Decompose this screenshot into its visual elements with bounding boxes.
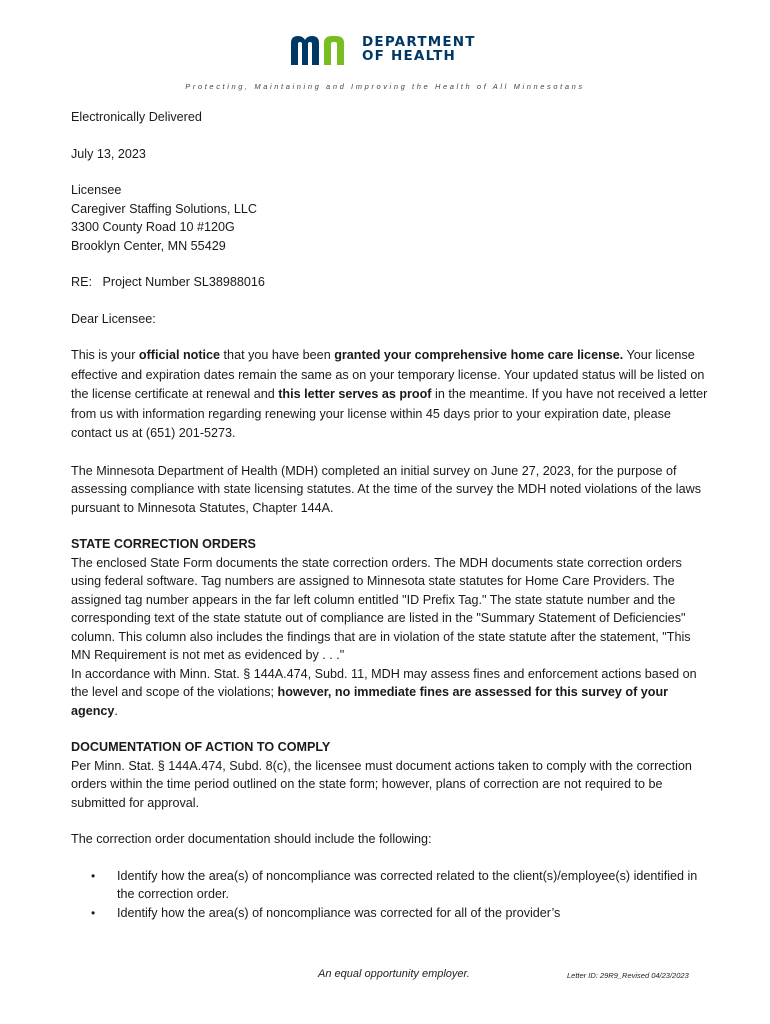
- list-item: [71, 867, 711, 904]
- footer-eoe: An equal opportunity employer.: [318, 968, 470, 980]
- section-body: The enclosed State Form documents the state correction orders. The MDH documents state correction orders using federal software. Tag numbers are assigned to Minnesota state statutes for Home Care Providers. The assigned tag number appears in the far left column entitled "ID Prefix Tag." The state statute number and the corresponding text of the state statute out of compliance are listed in the "Summary Statement of Deficiencies" column. This column also includes the findings that are in violation of the state statute after the statement, "This MN Requirement is not met as evidenced by . . .": [71, 555, 691, 663]
- department-line2: OF HEALTH: [362, 48, 457, 64]
- fines-paragraph: [71, 665, 711, 721]
- letter-date: July 13, 2023: [71, 146, 146, 161]
- recipient-address: [71, 181, 711, 255]
- section-heading: STATE CORRECTION ORDERS: [71, 537, 256, 552]
- state-correction-orders-section: [71, 535, 711, 720]
- para1-bold-1: official notice: [138, 348, 221, 362]
- survey-paragraph: The Minnesota Department of Health (MDH) completed an initial survey on June 27, 2023, for the purpose of assessing compliance with state licensing statutes. At the time of the survey the MDH noted violations of the laws pursuant to Minnesota Statutes, Chapter 144A.: [71, 463, 702, 515]
- re-line: RE: Project Number SL38988016: [71, 275, 265, 289]
- section-body: Per Minn. Stat. § 144A.474, Subd. 8(c), the licensee must document actions taken to comply with the correction orders within the time period outlined on the state form; however, plans of correction are not required to be submitted for approval.: [71, 758, 692, 810]
- para1-text-2: that you have been: [220, 348, 335, 362]
- para1-bold-2: granted your comprehensive home care license.: [334, 348, 624, 362]
- address-line3: 3300 County Road 10 #120G: [71, 220, 235, 234]
- list-item-text: Identify how the area(s) of noncompliance was corrected for all of the provider’s: [117, 905, 561, 920]
- department-name: [362, 35, 476, 63]
- para1-bold-3: this letter serves as proof: [278, 387, 432, 402]
- letter-body: [71, 108, 711, 922]
- list-item-text: Identify how the area(s) of noncompliance was corrected related to the client(s)/employee(s) identified in the correction order.: [117, 868, 698, 902]
- salutation: Dear Licensee:: [71, 311, 156, 326]
- bullet-icon: •: [91, 905, 96, 920]
- tagline: Protecting, Maintaining and Improving the Health of All Minnesotans: [185, 82, 585, 91]
- para1-text-1: This is your: [71, 348, 139, 362]
- para1-text-4: in the meantime. If you have not received a letter from us with information regarding renewing your license within 45 days prior to your expiration date, please contact us at (651) 201-5273.: [71, 387, 708, 441]
- bullet-icon: •: [91, 868, 96, 883]
- department-line1: DEPARTMENT: [362, 34, 476, 50]
- fines-text-1: In accordance with Minn. Stat. § 144A.474, Subd. 11, MDH may assess fines and enforcement actions based on the level and scope of the violations;: [71, 666, 697, 700]
- para1-text-3: Your license effective and expiration dates remain the same as on your temporary license. Your updated status will be listed on the license certificate at renewal and: [71, 348, 705, 402]
- fines-bold: however, no immediate fines are assessed for this survey of your agency: [71, 685, 669, 718]
- documentation-section: [71, 738, 711, 812]
- list-intro: The correction order documentation should include the following:: [71, 832, 432, 847]
- address-line4: Brooklyn Center, MN 55429: [71, 238, 226, 253]
- delivery-method: Electronically Delivered: [71, 110, 202, 124]
- address-line2: Caregiver Staffing Solutions, LLC: [71, 201, 257, 216]
- license-notice-paragraph: [71, 346, 711, 444]
- list-item: [71, 904, 711, 923]
- mn-logo-icon: [289, 34, 355, 66]
- address-line1: Licensee: [71, 183, 122, 197]
- letterhead: [0, 34, 770, 70]
- documentation-list: [71, 867, 711, 923]
- footer-letter-id: Letter ID: 29R9_Revised 04/23/2023: [567, 971, 689, 980]
- fines-text-2: .: [114, 703, 118, 718]
- section-heading: DOCUMENTATION OF ACTION TO COMPLY: [71, 740, 331, 755]
